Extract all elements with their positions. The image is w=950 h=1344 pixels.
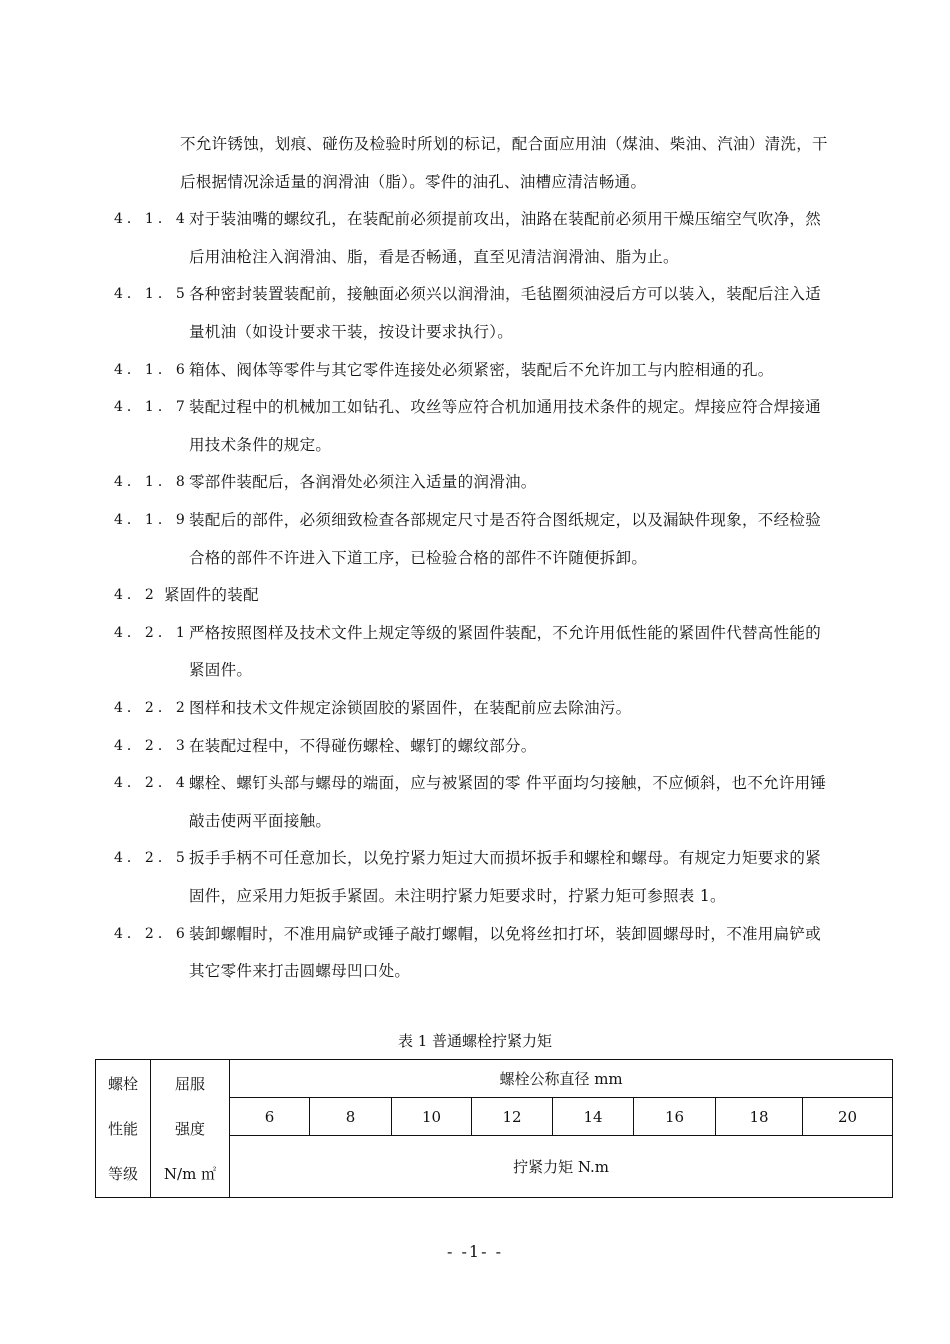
clause-text-line: 扳手手柄不可任意加长，以免拧紧力矩过大而损坏扳手和螺栓和螺母。有规定力矩要求的紧 — [189, 849, 822, 868]
diameter-header-cell: 螺栓公称直径 mm — [230, 1060, 893, 1098]
clause-number: 4．1．8 — [114, 474, 189, 491]
clause-text-line: 紧固件。 — [189, 661, 253, 680]
clause-text-line: 箱体、阀体等零件与其它零件连接处必须紧密，装配后不允许加工与内腔相通的孔。 — [189, 360, 774, 379]
yield-header-cell — [151, 1060, 230, 1198]
clause-number: 4．2．5 — [114, 850, 189, 867]
diameter-cell: 10 — [392, 1098, 472, 1136]
clause-text-line: 用技术条件的规定。 — [189, 435, 332, 454]
clause-text-line: 对于装油嘴的螺纹孔，在装配前必须提前攻出，油路在装配前必须用干燥压缩空气吹净，然 — [189, 210, 822, 229]
clause-text-line: 图样和技术文件规定涂锁固胶的紧固件，在装配前应去除油污。 — [189, 699, 632, 717]
diameter-cell: 14 — [553, 1098, 634, 1136]
diameter-cell: 18 — [716, 1098, 803, 1136]
grade-header-cell — [96, 1060, 151, 1198]
clause-text-line: 零部件装配后，各润滑处必须注入适量的润滑油。 — [189, 473, 537, 492]
clause-number: 4．2．3 — [114, 737, 189, 754]
table-caption: 表 1 普通螺栓拧紧力矩 — [397, 1032, 553, 1050]
yield-header-line: 强度 — [174, 1119, 205, 1138]
torque-label-cell: 拧紧力矩 N.m — [230, 1136, 893, 1198]
grade-header-line: 等级 — [107, 1164, 138, 1183]
grade-header-line: 螺栓 — [107, 1075, 138, 1094]
clause-text-line: 装卸螺帽时，不准用扁铲或锤子敲打螺帽，以免将丝扣打坏，装卸圆螺母时，不准用扁铲或 — [189, 924, 822, 943]
clause-text-line: 不允许锈蚀，划痕、碰伤及检验时所划的标记，配合面应用油（煤油、柴油、汽油）清洗，干 — [180, 135, 828, 153]
clause-text-line: 固件，应采用力矩扳手紧固。未注明拧紧力矩要求时，拧紧力矩可参照表 1。 — [189, 887, 726, 905]
clause-number: 4．2 — [114, 587, 158, 604]
clause-number: 4．1．4 — [114, 211, 189, 228]
diameter-cell: 8 — [310, 1098, 392, 1136]
diameter-cell: 6 — [230, 1098, 310, 1136]
yield-header-line: N/m ㎡ — [163, 1164, 217, 1183]
page-number: - -1- - — [447, 1242, 503, 1261]
clause-text-line: 螺栓、螺钉头部与螺母的端面，应与被紧固的零 件平面均匀接触，不应倾斜，也不允许用锤 — [189, 774, 827, 793]
clause-number: 4．1．5 — [114, 286, 189, 303]
clause-text-line: 在装配过程中，不得碰伤螺栓、螺钉的螺纹部分。 — [189, 736, 537, 755]
grade-header-line: 性能 — [107, 1119, 138, 1138]
clause-number: 4．1．9 — [114, 512, 189, 528]
clause-text-line: 后根据情况涂适量的润滑油（脂）。零件的油孔、油槽应清洁畅通。 — [180, 172, 647, 191]
clause-text-line: 敲击使两平面接触。 — [189, 811, 332, 830]
clause-number: 4．2．1 — [114, 624, 189, 641]
torque-table — [95, 1059, 893, 1198]
clause-text-line: 其它零件来打击圆螺母凹口处。 — [189, 962, 411, 981]
clause-number: 4．2．2 — [114, 700, 189, 716]
clause-text-line: 装配过程中的机械加工如钻孔、攻丝等应符合机加通用技术条件的规定。焊接应符合焊接通 — [189, 398, 822, 417]
clause-text-line: 严格按照图样及技术文件上规定等级的紧固件装配，不允许用低性能的紧固件代替高性能的 — [189, 623, 822, 642]
clause-text-line: 各种密封装置装配前，接触面必须兴以润滑油，毛毡圈须油浸后方可以装入，装配后注入适 — [189, 285, 822, 304]
diameter-cell: 12 — [472, 1098, 553, 1136]
section-heading: 紧固件的装配 — [164, 586, 259, 605]
clause-text-line: 合格的部件不许进入下道工序，已检验合格的部件不许随便拆卸。 — [189, 548, 648, 567]
clause-text-line: 量机油（如设计要求干装，按设计要求执行）。 — [189, 323, 514, 341]
clause-number: 4．2．4 — [114, 775, 189, 792]
clause-text-line: 装配后的部件，必须细致检查各部规定尺寸是否符合图纸规定，以及漏缺件现象，不经检验 — [189, 511, 822, 529]
yield-header-line: 屈服 — [174, 1075, 205, 1094]
clause-number: 4．1．7 — [114, 399, 189, 416]
diameter-cell: 20 — [803, 1098, 893, 1136]
clause-number: 4．1．6 — [114, 361, 189, 378]
clause-number: 4．2．6 — [114, 925, 189, 942]
diameter-cell: 16 — [634, 1098, 716, 1136]
clause-text-line: 后用油枪注入润滑油、脂，看是否畅通，直至见清洁润滑油、脂为止。 — [189, 247, 679, 266]
